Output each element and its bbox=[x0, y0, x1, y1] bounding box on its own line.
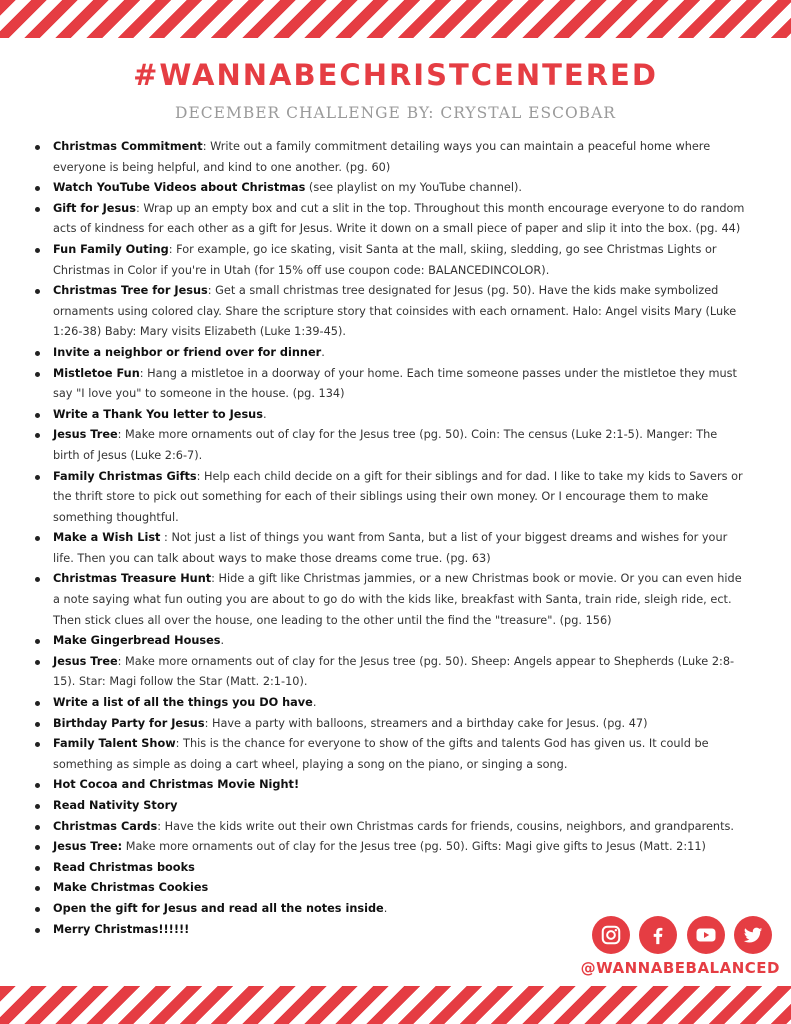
list-item bbox=[32, 528, 747, 569]
list-item bbox=[32, 281, 747, 343]
item-heading: Make Gingerbread Houses bbox=[53, 634, 221, 648]
list-item bbox=[32, 837, 747, 858]
instagram-icon[interactable] bbox=[592, 916, 630, 954]
item-heading: Christmas Commitment bbox=[53, 140, 203, 153]
item-text: : Help each child decide on a gift for their siblings and for dad. I like to take my kids to Savers or the thrift store to pick out something for each of their siblings using their own money. Or I encourage them to make something thoughtful. bbox=[53, 469, 743, 524]
youtube-icon[interactable] bbox=[687, 916, 725, 954]
item-heading: Merry Christmas!!!!!! bbox=[53, 922, 190, 936]
item-text: : Wrap up an empty box and cut a slit in the top. Throughout this month encourage everyone to do random acts of kindness for each other as a gift for Jesus. Write it down on a small piece of paper and slip it into the box. (pg. 44) bbox=[53, 201, 745, 236]
item-heading: Write a Thank You letter to Jesus bbox=[53, 407, 263, 421]
item-text: : Write out a family commitment detailing ways you can maintain a peaceful home where everyone is being helpful, and kind to one another. (pg. 60) bbox=[53, 140, 711, 174]
list-item bbox=[32, 652, 747, 693]
item-text: : Have a party with balloons, streamers and a birthday cake for Jesus. (pg. 47) bbox=[204, 716, 648, 730]
item-text: : Get a small christmas tree designated for Jesus (pg. 50). Have the kids make symbolized ornaments using colored clay. Share the scripture story that coinsides with each ornament. Halo: Angel visits Mary (Luke 1:26-38) Baby: Mary visits Elizabeth (Luke 1:39-45). bbox=[53, 284, 737, 339]
item-heading: Gift for Jesus bbox=[53, 201, 136, 215]
item-text: : Hide a gift like Christmas jammies, or a new Christmas book or movie. Or you can even hide a note saying what fun outing you are about to go do with the kids like, breakfast with Santa, train ride, sleigh ride, ect. Then stick clues all over the house, one leading to the other until the find the "treasure". (pg. 156) bbox=[53, 572, 742, 627]
list-item bbox=[32, 240, 747, 281]
twitter-icon[interactable] bbox=[734, 916, 772, 954]
item-text: . bbox=[312, 696, 317, 710]
item-heading: Write a list of all the things you DO have bbox=[53, 696, 313, 710]
item-heading: Make a Wish List bbox=[53, 531, 161, 545]
item-heading: Invite a neighbor or friend over for dinner bbox=[53, 345, 322, 359]
list-item bbox=[32, 137, 747, 178]
item-heading: Hot Cocoa and Christmas Movie Night! bbox=[53, 778, 300, 792]
top-stripe-border bbox=[0, 0, 791, 38]
list-item bbox=[32, 405, 747, 426]
list-item bbox=[32, 199, 747, 240]
list-item bbox=[32, 796, 747, 817]
list-item bbox=[32, 425, 747, 466]
social-icons bbox=[592, 916, 772, 956]
item-heading: Family Christmas Gifts bbox=[53, 469, 197, 483]
item-text: : Not just a list of things you want from Santa, but a list of your biggest dreams and wishes for your life. Then you can talk about ways to make those dreams come true. (pg. 63) bbox=[53, 531, 728, 565]
list-item bbox=[32, 467, 747, 529]
item-text: : Make more ornaments out of clay for the Jesus tree (pg. 50). Sheep: Angels appear to Shepherds (Luke 2:8-15). Star: Magi follow the Star (Matt. 2:1-10). bbox=[53, 654, 735, 689]
list-item bbox=[32, 569, 747, 631]
item-text: : For example, go ice skating, visit Santa at the mall, skiing, sledding, go see Christmas Lights or Christmas in Color if you're in Utah (for 15% off use coupon code: BALANCEDINCOLOR). bbox=[53, 242, 717, 277]
item-heading: Read Christmas books bbox=[53, 860, 195, 874]
item-text: . bbox=[220, 634, 225, 648]
list-item bbox=[32, 775, 747, 796]
item-text: : Make more ornaments out of clay for the Jesus tree (pg. 50). Coin: The census (Luke 2:1-5). Manger: The birth of Jesus (Luke 2:6-7). bbox=[53, 428, 718, 462]
item-heading: Fun Family Outing bbox=[53, 242, 169, 256]
item-heading: Watch YouTube Videos about Christmas bbox=[53, 181, 306, 195]
list-item bbox=[32, 364, 747, 405]
item-text: . bbox=[262, 407, 267, 421]
item-heading: Christmas Cards bbox=[53, 819, 158, 833]
item-text: : Have the kids write out their own Christmas cards for friends, cousins, neighbors, and grandparents. bbox=[157, 819, 734, 833]
item-heading: Read Nativity Story bbox=[53, 799, 178, 812]
list-item bbox=[32, 858, 747, 879]
item-heading: Birthday Party for Jesus bbox=[53, 716, 205, 730]
item-text: . bbox=[383, 901, 388, 915]
list-item bbox=[32, 178, 747, 199]
item-heading: Make Christmas Cookies bbox=[53, 881, 209, 895]
item-heading: Jesus Tree bbox=[53, 654, 118, 668]
bottom-stripe-border bbox=[0, 986, 791, 1024]
list-item bbox=[32, 631, 747, 652]
item-heading: Family Talent Show bbox=[53, 737, 176, 751]
list-item bbox=[32, 714, 747, 735]
facebook-icon[interactable] bbox=[639, 916, 677, 954]
list-item bbox=[32, 817, 747, 838]
list-item bbox=[32, 878, 747, 899]
item-text: : Hang a mistletoe in a doorway of your home. Each time someone passes under the mistletoe they must say "I love you" to someone in the house. (pg. 134) bbox=[53, 366, 737, 401]
social-handle[interactable]: @WANNABEBALANCED bbox=[580, 959, 780, 977]
page-title: #WANNABECHRISTCENTERED bbox=[133, 58, 658, 92]
item-text: Make more ornaments out of clay for the Jesus tree (pg. 50). Gifts: Magi give gifts to Jesus (Matt. 2:11) bbox=[122, 840, 706, 854]
list-item bbox=[32, 734, 747, 775]
list-item bbox=[32, 693, 747, 714]
item-text: . bbox=[321, 345, 325, 359]
item-heading: Open the gift for Jesus and read all the notes inside bbox=[53, 901, 384, 915]
item-text: (see playlist on my YouTube channel). bbox=[305, 181, 522, 195]
challenge-list bbox=[32, 137, 747, 940]
list-item bbox=[32, 343, 747, 364]
item-text: : This is the chance for everyone to show of the gifts and talents God has given us. It could be something as simple as doing a cart wheel, playing a song on the piano, or singing a song. bbox=[53, 737, 709, 771]
page-subtitle: DECEMBER CHALLENGE BY: CRYSTAL ESCOBAR bbox=[175, 104, 616, 122]
item-heading: Christmas Tree for Jesus bbox=[53, 284, 208, 298]
item-heading: Mistletoe Fun bbox=[53, 366, 140, 380]
item-heading: Jesus Tree: bbox=[53, 840, 123, 854]
item-heading: Christmas Treasure Hunt bbox=[53, 572, 212, 586]
item-heading: Jesus Tree bbox=[53, 428, 118, 442]
